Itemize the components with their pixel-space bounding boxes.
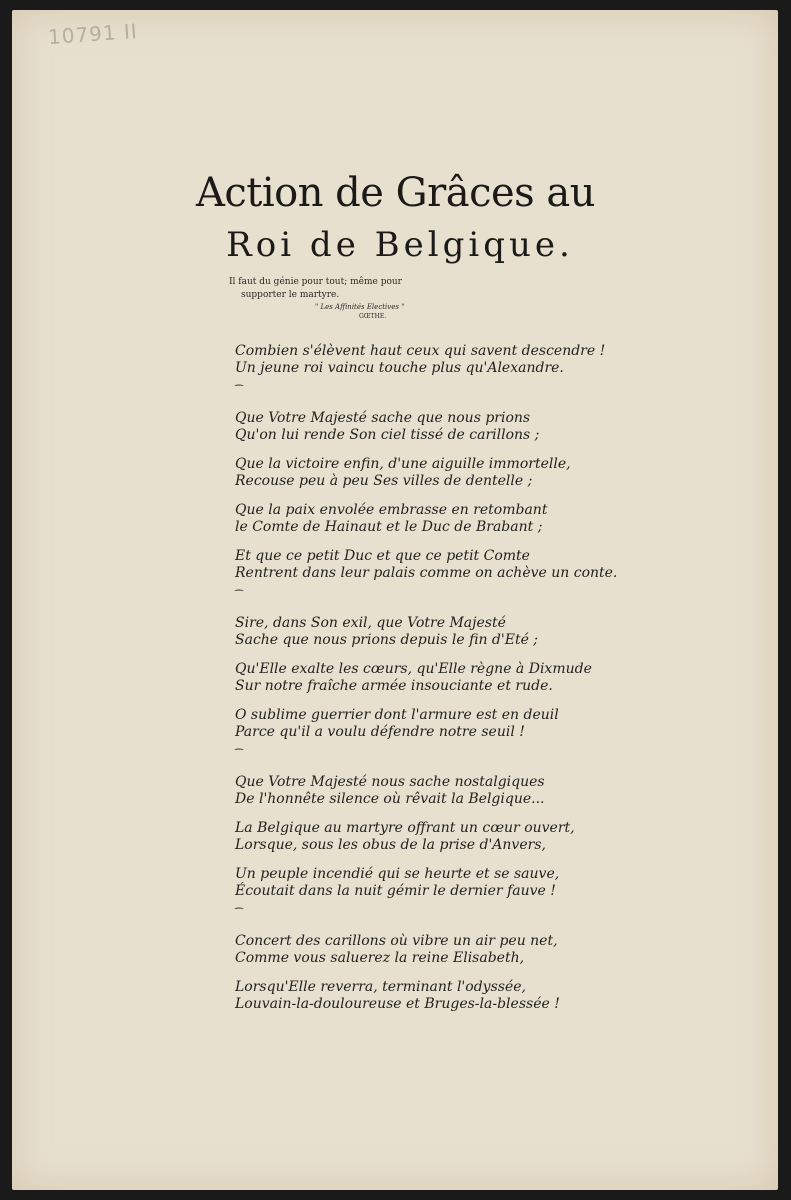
poem-line: Parce qu'il a voulu défendre notre seuil ! [235,724,525,740]
poem-stanza [235,410,675,444]
poem-line: Qu'Elle exalte les cœurs, qu'Elle règne à Dixmude [235,661,592,677]
poem-line: Et que ce petit Duc et que ce petit Comte [235,548,530,564]
poem-line: Combien s'élèvent haut ceux qui savent descendre ! [235,343,606,359]
poem-line: Un peuple incendié qui se heurte et se sauve, [235,866,560,882]
poem-line: Que la victoire enfin, d'une aiguille immortelle, [235,456,571,472]
title-line-2: Roi de Belgique. [226,225,574,265]
poem-stanza [235,456,675,490]
poem-stanza [235,866,675,900]
ornament-divider: ⁀ [235,386,244,397]
poem-line: Un jeune roi vaincu touche plus qu'Alexandre. [235,360,564,376]
poem [235,343,675,1025]
poem-stanza [235,707,675,741]
poem-stanza [235,343,675,377]
epigraph-line-1: Il faut du génie pour tout; même pour [229,277,402,287]
poem-line: Recouse peu à peu Ses villes de dentelle ; [235,473,533,489]
poem-stanza [235,933,675,967]
poem-line: Comme vous saluerez la reine Elisabeth, [235,950,525,966]
epigraph [229,276,429,321]
poem-line: Que la paix envolée embrasse en retombant [235,502,548,518]
poem-line: La Belgique au martyre offrant un cœur ouvert, [235,820,575,836]
epigraph-author: GŒTHE. [359,313,387,320]
poem-line: Qu'on lui rende Son ciel tissé de carillons ; [235,427,540,443]
epigraph-source: " Les Affinités Electives " [315,303,405,311]
poem-line: Sur notre fraîche armée insouciante et rude. [235,678,553,694]
poem-stanza [235,979,675,1013]
poem-stanza [235,820,675,854]
poem-line: Sire, dans Son exil, que Votre Majesté [235,615,506,631]
ornament-divider: ⁀ [235,909,244,920]
poem-stanza [235,774,675,808]
poem-line: Que Votre Majesté sache que nous prions [235,410,531,426]
poem-line: Lorsqu'Elle reverra, terminant l'odyssée, [235,979,526,995]
poem-line: Concert des carillons où vibre un air peu net, [235,933,558,949]
poem-line: Sache que nous prions depuis le fin d'Eté ; [235,632,539,648]
poem-line: Que Votre Majesté nous sache nostalgiques [235,774,545,790]
poem-stanza [235,502,675,536]
poem-stanza [235,661,675,695]
poem-line: le Comte de Hainaut et le Duc de Brabant ; [235,519,543,535]
poem-line: Lorsque, sous les obus de la prise d'Anvers, [235,837,546,853]
title-line-1: Action de Grâces au [195,170,596,216]
poem-line: Écoutait dans la nuit gémir le dernier fauve ! [235,883,556,899]
ornament-divider: ⁀ [235,591,244,602]
poem-line: O sublime guerrier dont l'armure est en deuil [235,707,559,723]
poem-stanza [235,548,675,582]
poem-stanza [235,615,675,649]
poem-line: Louvain-la-douloureuse et Bruges-la-blessée ! [235,996,560,1012]
ornament-divider: ⁀ [235,750,244,761]
epigraph-line-2: supporter le martyre. [241,290,340,300]
poem-line: Rentrent dans leur palais comme on achève un conte. [235,565,618,581]
pencil-annotation: 10791 II [47,18,139,50]
poem-line: De l'honnête silence où rêvait la Belgique... [235,791,545,807]
